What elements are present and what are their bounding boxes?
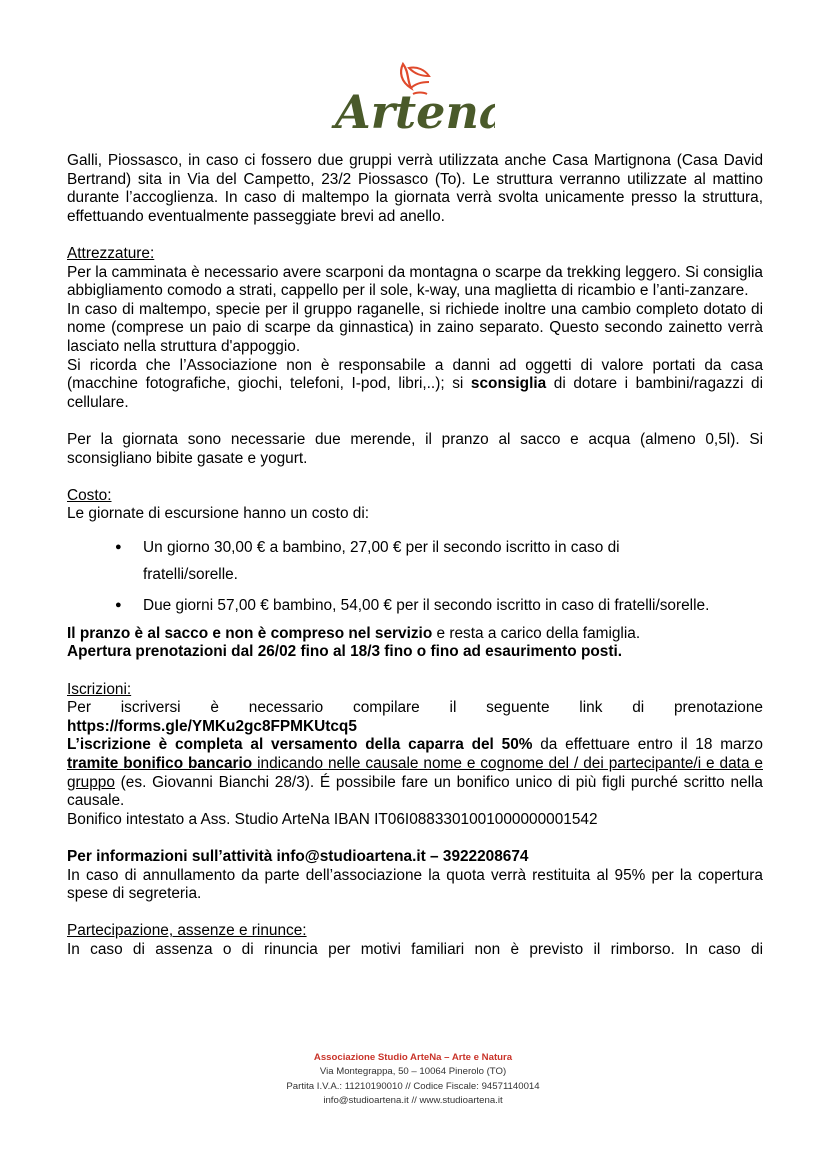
document-body	[67, 152, 763, 960]
paragraph-costo: Le giornate di escursione hanno un costo di:	[67, 505, 370, 523]
paragraph-attrezzature-2: In caso di maltempo, specie per il gruppo raganelle, si richiede inoltre una cambio completo dotato di nome (comprese un paio di scarpe da ginnastica) in zaino separato. Questo secondo zainetto verrà lasciato nella struttura d'appoggio.	[67, 300, 763, 355]
artena-logo	[325, 58, 495, 142]
footer-address: Via Montegrappa, 50 – 10064 Pinerolo (TO)	[319, 1066, 507, 1078]
info-contacts: Per informazioni sull’attività info@studioartena.it – 3922208674	[67, 848, 529, 865]
heading-costo: Costo:	[67, 486, 112, 504]
paragraph-intro: Galli, Piossasco, in caso ci fossero due gruppi verrà utilizzata anche Casa Martignona (Casa David Bertrand) sita in Via del Campetto, 23/2 Piossasco (To). Le struttura verranno utilizzate al mattino durante l’accoglienza. In caso di maltempo la giornata verrà svolta unicamente presso la struttura, effettuando eventualmente passeggiate brevi ad anello.	[67, 152, 763, 225]
heading-iscrizioni: Iscrizioni:	[67, 680, 132, 698]
paragraph-pranzo: Il pranzo è al sacco e non è compreso nel servizio e resta a carico della famiglia.	[67, 624, 641, 642]
paragraph-attrezzature-3: Si ricorda che l’Associazione non è responsabile a danni ad oggetti di valore portati da casa (macchine fotografiche, giochi, telefoni, I-pod, libri,..); si sconsiglia di dotare i bambini/ragazzi di cellulare.	[67, 356, 763, 411]
paragraph-apertura: Apertura prenotazioni dal 26/02 fino al 18/3 fino o fino ad esaurimento posti.	[67, 643, 623, 661]
footer-contacts: info@studioartena.it // www.studioartena.it	[323, 1095, 503, 1107]
cost-list	[67, 534, 763, 619]
paragraph-attrezzature-1: Per la camminata è necessario avere scarponi da montagna o scarpe da trekking leggero. Si consiglia abbigliamento comodo a strati, cappello per il sole, k-way, una maglietta di ricambio e l’anti-zanzare.	[67, 263, 763, 300]
paragraph-annullamento: In caso di annullamento da parte dell’associazione la quota verrà restituita al 95% per la copertura spese di segreteria.	[67, 866, 763, 903]
cost-item-two-days: ● Due giorni 57,00 € bambino, 54,00 € per il secondo iscritto in caso di fratelli/sorelle.	[67, 592, 763, 619]
footer-org: Associazione Studio ArteNa – Arte e Natura	[313, 1052, 513, 1063]
sconsiglia-bold: sconsiglia	[470, 375, 547, 393]
paragraph-iscrizioni-1: Per iscriversi è necessario compilare il seguente link di prenotazione	[67, 699, 763, 717]
logo-wordmark: Artena	[335, 85, 495, 139]
paragraph-partecipazione: In caso di assenza o di rinuncia per motivi familiari non è previsto il rimborso. In caso di	[67, 940, 763, 958]
paragraph-iscrizioni-2: L’iscrizione è completa al versamento della caparra del 50% da effettuare entro il 18 marzo tramite bonifico bancario indicando nelle causale nome e cognome del / dei partecipante/i e data e gruppo (es. Giovanni Bianchi 28/3). É possibile fare un bonifico unico di più figli purché scritto nella causale.	[67, 736, 763, 810]
paragraph-merende: Per la giornata sono necessarie due merende, il pranzo al sacco e acqua (almeno 0,5l). Si sconsigliano bibite gasate e yogurt.	[67, 430, 763, 467]
paragraph-iban: Bonifico intestato a Ass. Studio ArteNa IBAN IT06I0883301001000000001542	[67, 810, 598, 828]
page-footer	[0, 1051, 826, 1109]
cost-item-one-day: ● Un giorno 30,00 € a bambino, 27,00 € per il secondo iscritto in caso di fratelli/sorelle.	[67, 534, 763, 588]
artena-logo-mark	[325, 58, 495, 142]
footer-fiscal: Partita I.V.A.: 11210190010 // Codice Fiscale: 94571140014	[286, 1080, 540, 1092]
booking-link[interactable]: https://forms.gle/YMKu2gc8FPMKUtcq5	[67, 717, 357, 735]
heading-attrezzature: Attrezzature:	[67, 244, 155, 262]
heading-partecipazione: Partecipazione, assenze e rinunce:	[67, 922, 307, 940]
